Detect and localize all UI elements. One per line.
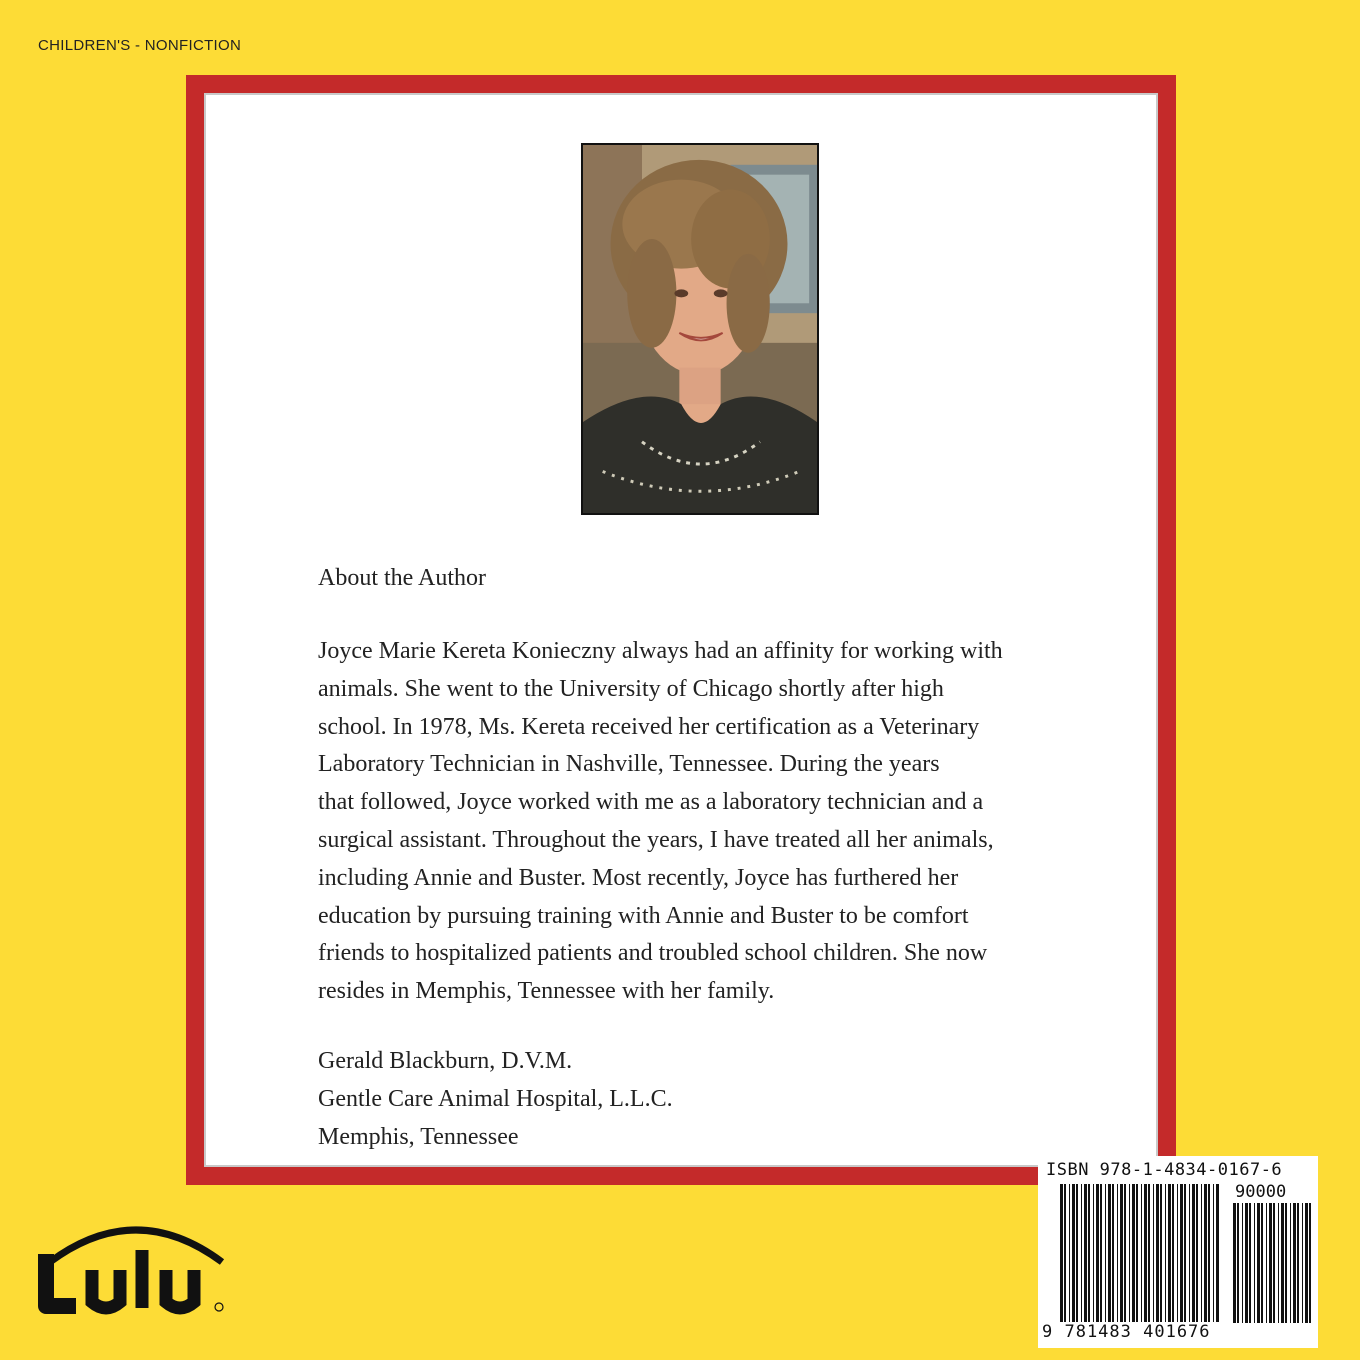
barcode-bar <box>1105 1184 1106 1322</box>
barcode-bar <box>1081 1184 1082 1322</box>
barcode-bar <box>1120 1184 1123 1322</box>
barcode-bar <box>1233 1203 1236 1323</box>
barcode-bar <box>1124 1184 1126 1322</box>
barcode-bar <box>1165 1184 1166 1322</box>
barcode-bar <box>1261 1203 1263 1323</box>
barcode-bar <box>1117 1184 1118 1322</box>
bio-line: resides in Memphis, Tennessee with her family. <box>318 978 775 1005</box>
bio-line: animals. She went to the University of Chicago shortly after high <box>318 675 944 702</box>
red-frame <box>186 75 1176 1185</box>
barcode-bar <box>1204 1184 1207 1322</box>
price-code: 90000 <box>1235 1182 1287 1202</box>
barcode-bar <box>1208 1184 1210 1322</box>
barcode-bar <box>1156 1184 1159 1322</box>
barcode-bar <box>1237 1203 1239 1323</box>
barcode-bar <box>1144 1184 1147 1322</box>
signature-name: Gerald Blackburn, D.V.M. <box>318 1048 573 1074</box>
bio-line: that followed, Joyce worked with me as a laboratory technician and a <box>318 789 984 816</box>
author-bio <box>318 633 1108 1011</box>
barcode-bar <box>1076 1184 1078 1322</box>
bio-line: Laboratory Technician in Nashville, Tennessee. During the years <box>318 751 940 778</box>
barcode-bar <box>1189 1184 1190 1322</box>
barcode-bar <box>1245 1203 1248 1323</box>
barcode-bar <box>1108 1184 1111 1322</box>
barcode-bar <box>1177 1184 1178 1322</box>
barcode-addon-bars-icon <box>1233 1203 1313 1323</box>
bio-line: including Annie and Buster. Most recently, Joyce has furthered her <box>318 864 959 891</box>
barcode-bar <box>1096 1184 1099 1322</box>
barcode-bar <box>1100 1184 1102 1322</box>
barcode-bar <box>1216 1184 1219 1322</box>
barcode-bar <box>1201 1184 1202 1322</box>
barcode-bar <box>1129 1184 1130 1322</box>
barcode-bar <box>1072 1184 1075 1322</box>
barcode-bar <box>1257 1203 1260 1323</box>
barcode-bar <box>1132 1184 1135 1322</box>
isbn-number: ISBN 978-1-4834-0167-6 <box>1046 1160 1283 1180</box>
barcode-bar <box>1093 1184 1094 1322</box>
barcode-bar <box>1180 1184 1183 1322</box>
bio-line: surgical assistant. Throughout the years, I have treated all her animals, <box>318 826 994 853</box>
barcode-bar <box>1136 1184 1138 1322</box>
barcode-bar <box>1141 1184 1142 1322</box>
barcode-bar <box>1293 1203 1296 1323</box>
barcode-bar <box>1266 1203 1267 1323</box>
barcode-bar <box>1305 1203 1308 1323</box>
barcode-bar <box>1192 1184 1195 1322</box>
barcode-bar <box>1269 1203 1272 1323</box>
barcode-digits: 9 781483 401676 <box>1042 1322 1211 1342</box>
barcode-bar <box>1302 1203 1303 1323</box>
about-heading: About the Author <box>318 565 486 591</box>
barcode-bar <box>1184 1184 1186 1322</box>
barcode-bar <box>1168 1184 1171 1322</box>
barcode-bar <box>1297 1203 1299 1323</box>
barcode-bar <box>1148 1184 1150 1322</box>
lulu-logo-icon <box>36 1210 236 1320</box>
isbn-barcode <box>1038 1156 1318 1348</box>
barcode-bar <box>1153 1184 1154 1322</box>
bio-line: Joyce Marie Kereta Konieczny always had an affinity for working with <box>318 638 1003 664</box>
barcode-bar <box>1069 1184 1070 1322</box>
barcode-bar <box>1290 1203 1291 1323</box>
barcode-bar <box>1064 1184 1066 1322</box>
barcode-bar <box>1254 1203 1255 1323</box>
barcode-bar <box>1160 1184 1162 1322</box>
barcode-bar <box>1309 1203 1311 1323</box>
barcode-bar <box>1281 1203 1284 1323</box>
content-panel <box>204 93 1158 1167</box>
genre-label: CHILDREN'S - NONFICTION <box>38 37 242 54</box>
barcode-bar <box>1278 1203 1279 1323</box>
barcode-bar <box>1172 1184 1174 1322</box>
barcode-bar <box>1242 1203 1243 1323</box>
signature-block <box>318 1042 673 1156</box>
bio-line: friends to hospitalized patients and troubled school children. She now <box>318 940 988 967</box>
barcode-bar <box>1213 1184 1214 1322</box>
signature-organization: Gentle Care Animal Hospital, L.L.C. <box>318 1086 673 1112</box>
barcode-bar <box>1285 1203 1287 1323</box>
author-photo <box>581 143 819 515</box>
barcode-bar <box>1196 1184 1198 1322</box>
barcode-bar <box>1273 1203 1275 1323</box>
bio-line: school. In 1978, Ms. Kereta received her certification as a Veterinary <box>318 713 980 740</box>
barcode-bar <box>1060 1184 1063 1322</box>
barcode-bar <box>1249 1203 1251 1323</box>
barcode-bar <box>1088 1184 1090 1322</box>
barcode-bar <box>1112 1184 1114 1322</box>
bio-line: education by pursuing training with Annie and Buster to be comfort <box>318 902 969 929</box>
barcode-bar <box>1084 1184 1087 1322</box>
signature-location: Memphis, Tennessee <box>318 1124 519 1150</box>
author-portrait-icon <box>583 145 817 513</box>
barcode-bars-icon <box>1060 1184 1222 1322</box>
